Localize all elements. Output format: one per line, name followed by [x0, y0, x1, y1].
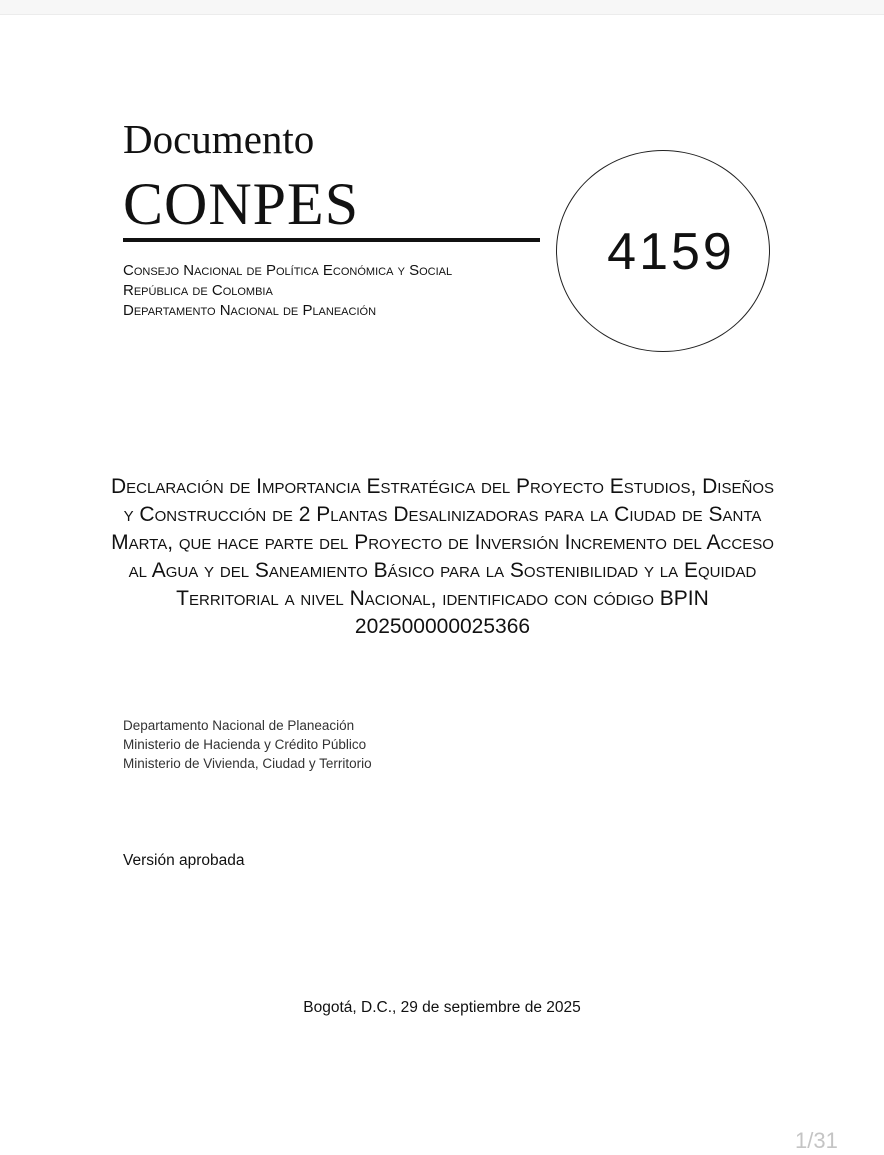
document-label: Documento	[123, 116, 315, 162]
title-divider	[123, 238, 540, 242]
viewer-top-bar	[0, 0, 884, 15]
institution-block	[123, 261, 452, 321]
institution-line-republic: República de Colombia	[123, 282, 273, 299]
institution-line-dnp: Departamento Nacional de Planeación	[123, 302, 377, 319]
author-dnp: Departamento Nacional de Planeación	[123, 718, 355, 733]
page-indicator: 1/31	[795, 1128, 838, 1153]
author-hacienda: Ministerio de Hacienda y Crédito Público	[123, 737, 367, 752]
document-number: 4159	[607, 223, 735, 281]
version-status: Versión aprobada	[123, 852, 245, 869]
place-and-date: Bogotá, D.C., 29 de septiembre de 2025	[303, 999, 581, 1016]
document-series-title: CONPES	[123, 171, 360, 237]
document-title: Declaración de Importancia Estratégica del Proyecto Estudios, Diseños y Construcción de 2 Plantas Desalinizadoras para la Ciudad de Santa Marta, que hace parte del Proyecto de Inversión Incremento del Acceso al Agua y del Saneamiento Básico para la Sostenibilidad y la Equidad Territorial a nivel Nacional, identificado con código BPIN 202500000025366	[110, 475, 774, 638]
author-vivienda: Ministerio de Vivienda, Ciudad y Territorio	[123, 756, 372, 771]
institution-line-council: Consejo Nacional de Política Económica y Social	[123, 262, 453, 279]
authors-block	[123, 716, 372, 773]
